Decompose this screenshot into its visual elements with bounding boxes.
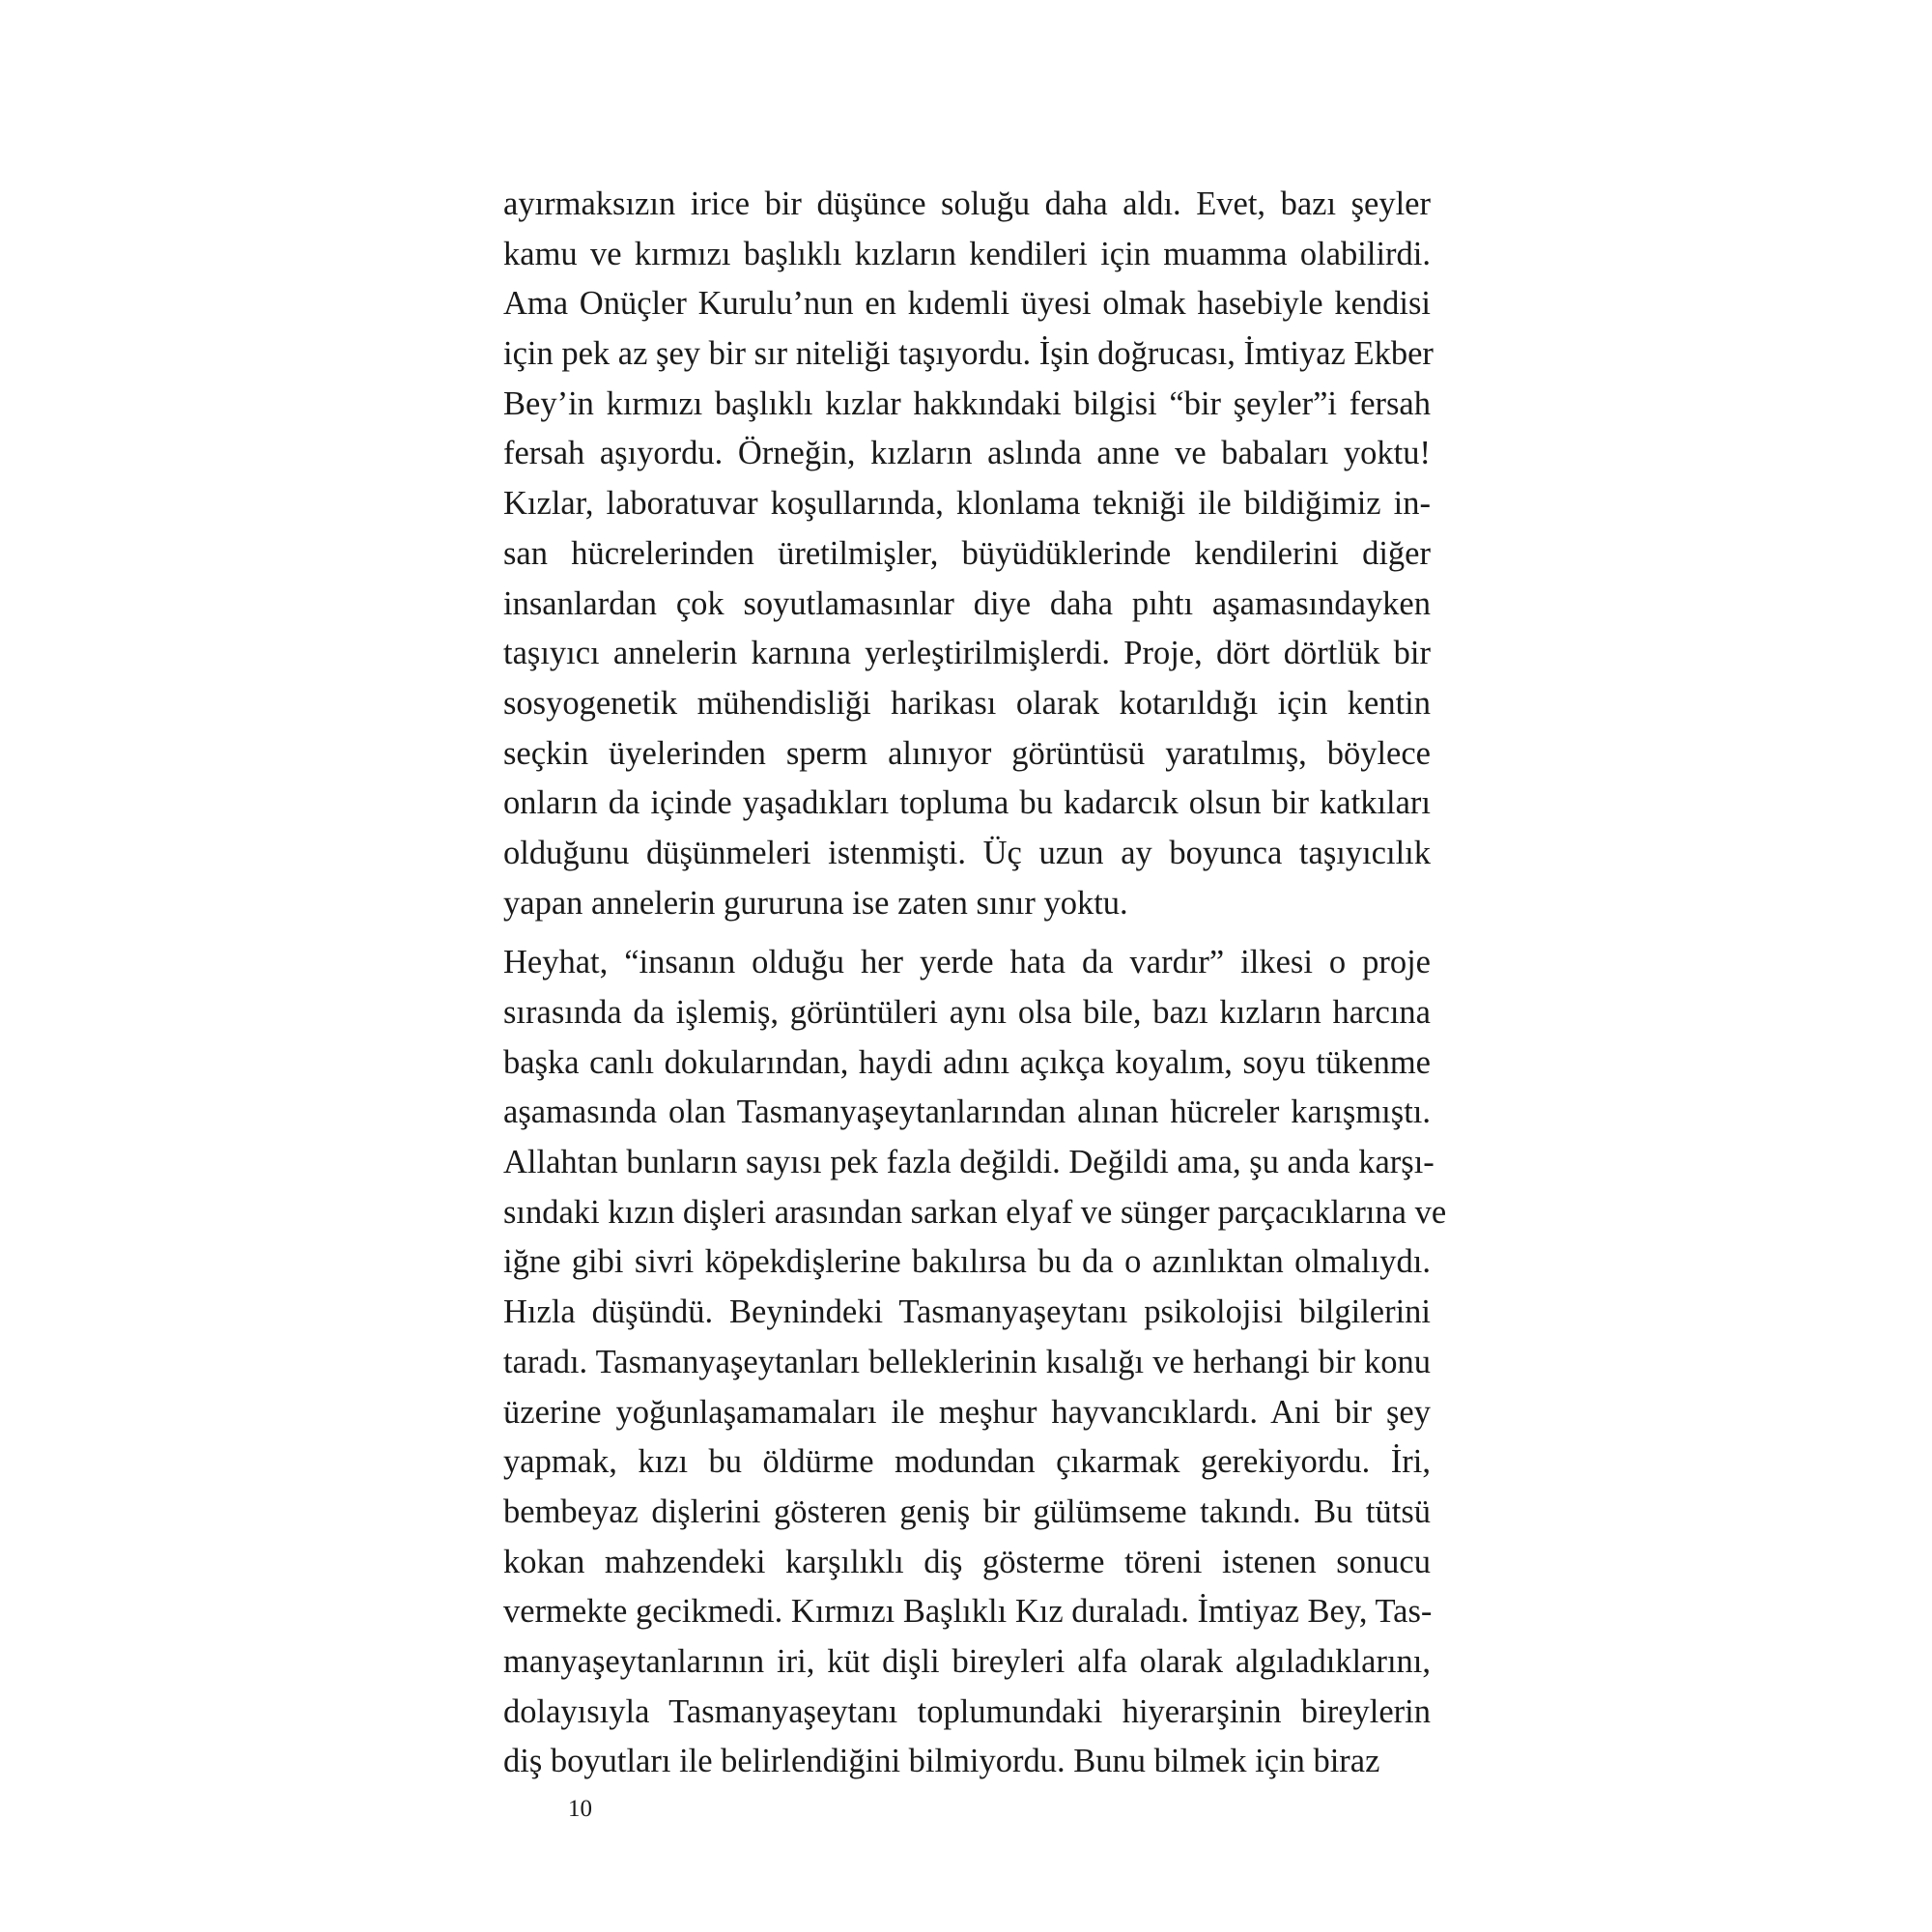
- text-line: ayırmaksızın irice bir düşünce soluğu daha aldı. Evet, bazı şeyler: [503, 185, 1431, 222]
- text-line: için pek az şey bir sır niteliği taşıyordu. İşin doğrucası, İmtiyaz Ekber: [503, 335, 1434, 373]
- paragraph-2: [503, 938, 1447, 1787]
- text-line: onların da içinde yaşadıkları topluma bu kadarcık olsun bir katkıları: [503, 784, 1431, 822]
- text-line: sındaki kızın dişleri arasından sarkan elyaf ve sünger parçacıklarına ve: [503, 1193, 1447, 1231]
- text-line: taradı. Tasmanyaşeytanları belleklerinin kısalığı ve herhangi bir konu: [503, 1343, 1431, 1380]
- text-line: üzerine yoğunlaşamamaları ile meşhur hayvancıklardı. Ani bir şey: [503, 1393, 1431, 1431]
- body-text: [503, 180, 1447, 1787]
- text-line: Bey’in kırmızı başlıklı kızlar hakkındaki bilgisi “bir şeyler”i fersah: [503, 384, 1431, 422]
- text-line: kokan mahzendeki karşılıklı diş gösterme töreni istenen sonucu: [503, 1543, 1431, 1580]
- text-line: seçkin üyelerinden sperm alınıyor görüntüsü yaratılmış, böylece: [503, 734, 1431, 772]
- text-line: aşamasında olan Tasmanyaşeytanlarından alınan hücreler karışmıştı.: [503, 1094, 1431, 1131]
- text-line: dolayısıyla Tasmanyaşeytanı toplumundaki hiyerarşinin bireylerin: [503, 1692, 1431, 1730]
- text-line: Kızlar, laboratuvar koşullarında, klonlama tekniği ile bildiğimiz in-: [503, 485, 1431, 523]
- text-line: vermekte gecikmedi. Kırmızı Başlıklı Kız duraladı. İmtiyaz Bey, Tas-: [503, 1593, 1433, 1631]
- text-line: manyaşeytanlarının iri, küt dişli bireyleri alfa olarak algıladıklarını,: [503, 1642, 1431, 1680]
- text-line: fersah aşıyordu. Örneğin, kızların aslında anne ve babaları yoktu!: [503, 435, 1431, 472]
- text-line: bembeyaz dişlerini gösteren geniş bir gülümseme takındı. Bu tütsü: [503, 1492, 1431, 1530]
- text-line: diş boyutları ile belirlendiğini bilmiyordu. Bunu bilmek için biraz: [503, 1743, 1380, 1780]
- text-line: sırasında da işlemiş, görüntüleri aynı olsa bile, bazı kızların harcına: [503, 994, 1431, 1031]
- page-number: 10: [568, 1796, 592, 1822]
- text-line: sosyogenetik mühendisliği harikası olarak kotarıldığı için kentin: [503, 684, 1431, 722]
- text-line: iğne gibi sivri köpekdişlerine bakılırsa bu da o azınlıktan olmalıydı.: [503, 1243, 1431, 1281]
- text-line: Allahtan bunların sayısı pek fazla değildi. Değildi ama, şu anda karşı-: [503, 1144, 1435, 1181]
- paragraph-1: [503, 180, 1434, 928]
- text-line: başka canlı dokularından, haydi adını açıkça koyalım, soyu tükenme: [503, 1043, 1431, 1081]
- text-line: Ama Onüçler Kurulu’nun en kıdemli üyesi olmak hasebiyle kendisi: [503, 285, 1431, 323]
- text-line: olduğunu düşünmeleri istenmişti. Üç uzun ay boyunca taşıyıcılık: [503, 834, 1431, 871]
- text-line: Hızla düşündü. Beynindeki Tasmanyaşeytanı psikolojisi bilgilerini: [503, 1293, 1431, 1331]
- text-line: Heyhat, “insanın olduğu her yerde hata da vardır” ilkesi o proje: [503, 944, 1431, 981]
- text-line: insanlardan çok soyutlamasınlar diye daha pıhtı aşamasındayken: [503, 584, 1431, 622]
- text-line: san hücrelerinden üretilmişler, büyüdüklerinde kendilerini diğer: [503, 534, 1431, 572]
- text-line: taşıyıcı annelerin karnına yerleştirilmişlerdi. Proje, dört dörtlük bir: [503, 635, 1431, 672]
- text-line: kamu ve kırmızı başlıklı kızların kendileri için muamma olabilirdi.: [503, 235, 1431, 272]
- text-line: yapmak, kızı bu öldürme modundan çıkarmak gerekiyordu. İri,: [503, 1443, 1431, 1481]
- text-line: yapan annelerin gururuna ise zaten sınır yoktu.: [503, 884, 1128, 922]
